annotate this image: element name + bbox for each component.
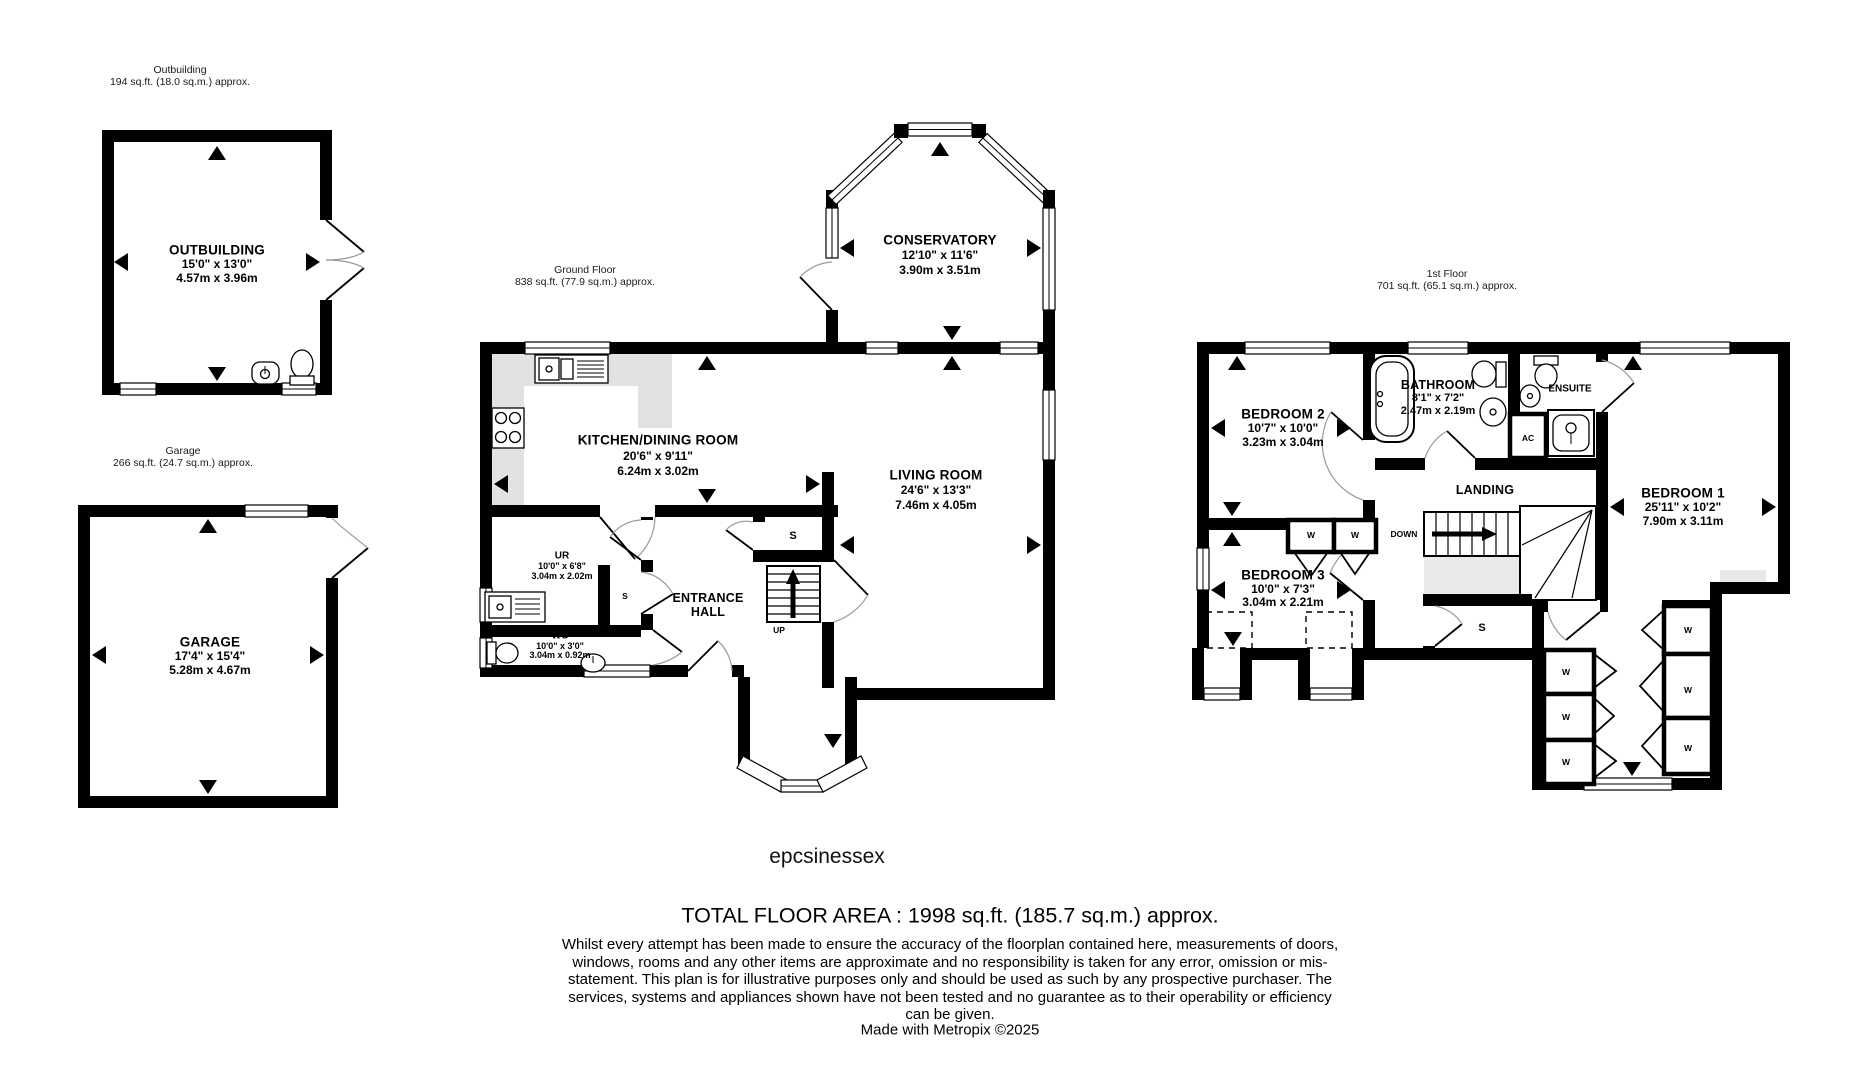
living-dims-imperial: 24'6" x 13'3"	[900, 483, 972, 497]
stove-icon	[492, 408, 524, 448]
ground-floor-header-area: 838 sq.ft. (77.9 sq.m.) approx.	[514, 276, 656, 288]
utility-dims-imperial: 10'0" x 6'8"	[538, 561, 586, 571]
cupboard-label: S	[622, 591, 628, 601]
first-floor-header-name: 1st Floor	[1426, 268, 1468, 280]
outbuilding-header-area: 194 sq.ft. (18.0 sq.m.) approx.	[109, 76, 251, 88]
ground-floor-plan	[480, 123, 1055, 792]
bathroom-room-label: BATHROOM	[1400, 378, 1476, 392]
bathroom-dims-metric: 2.47m x 2.19m	[1400, 405, 1476, 417]
stairs-up	[767, 566, 820, 622]
bedroom1-room-label: BEDROOM 1	[1641, 485, 1725, 501]
stairs-up-label: UP	[773, 625, 785, 635]
conservatory-dims-metric: 3.90m x 3.51m	[899, 263, 981, 277]
ensuite-sink-icon	[1520, 385, 1540, 407]
outbuilding-dims-imperial: 15'0" x 13'0"	[181, 257, 253, 271]
wardrobe-label: W	[1561, 667, 1571, 677]
first-floor-header-area: 701 sq.ft. (65.1 sq.m.) approx.	[1376, 280, 1518, 292]
wardrobe-label: W	[1683, 625, 1693, 635]
landing-label: LANDING	[1455, 483, 1515, 497]
outbuilding-header-name: Outbuilding	[153, 64, 207, 76]
wc-room-label: WC	[551, 630, 569, 642]
kitchen-dims-imperial: 20'6" x 9'11"	[623, 449, 693, 463]
bedroom3-dims-metric: 3.04m x 2.21m	[1242, 595, 1324, 609]
ground-floor-header-name: Ground Floor	[554, 264, 616, 276]
garage-door	[332, 518, 368, 578]
bedroom3-room-label: BEDROOM 3	[1241, 567, 1325, 583]
bathtub-icon	[1370, 356, 1414, 442]
cupboard-label: S	[1478, 622, 1486, 634]
airing-cupboard-label: AC	[1521, 433, 1535, 443]
garage-dims-imperial: 17'4" x 15'4"	[174, 649, 246, 663]
conservatory-dims-imperial: 12'10" x 11'6"	[901, 248, 979, 262]
bedroom1-dims-imperial: 25'11" x 10'2"	[1644, 500, 1722, 514]
toilet-icon	[290, 350, 314, 385]
wardrobe-label: W	[1561, 712, 1571, 722]
sink-icon	[252, 362, 279, 384]
bedroom1-dims-metric: 7.90m x 3.11m	[1642, 514, 1724, 528]
bathroom-toilet-icon	[1472, 361, 1506, 387]
disclaimer-text: Whilst every attempt has been made to ensure the accuracy of the floorplan contained here, measurements of doors, windows, rooms and any other items are approximate and no responsibility is taken for any error, omission or mis-statement. This plan is for illustrative purposes only and should be used as such by any prospective purchaser. The services, systems and appliances shown have not been tested and no guarantee as to their operability or efficiency can be given.	[561, 936, 1339, 1023]
outbuilding-room-label: OUTBUILDING	[169, 242, 265, 258]
bedroom2-dims-metric: 3.23m x 3.04m	[1242, 435, 1324, 449]
garage-header-name: Garage	[165, 445, 201, 457]
stairs-down	[1424, 506, 1596, 600]
bedroom2-room-label: BEDROOM 2	[1241, 406, 1325, 422]
wardrobe-label: W	[1561, 757, 1571, 767]
wardrobe-label: W	[1306, 530, 1316, 540]
living-room-label: LIVING ROOM	[889, 467, 983, 483]
utility-sink-icon	[485, 592, 545, 622]
kitchen-room-label: KITCHEN/DINING ROOM	[577, 432, 739, 448]
garage-header-area: 266 sq.ft. (24.7 sq.m.) approx.	[112, 457, 254, 469]
total-floor-area: TOTAL FLOOR AREA : 1998 sq.ft. (185.7 sq.m.) approx.	[681, 903, 1219, 928]
kitchen-dims-metric: 6.24m x 3.02m	[617, 464, 699, 478]
garage-dims-metric: 5.28m x 4.67m	[169, 663, 251, 677]
utility-dims-metric: 3.04m x 2.02m	[531, 571, 593, 581]
wardrobe-label: W	[1683, 743, 1693, 753]
wc-toilet-icon	[487, 642, 518, 664]
shower-icon	[1548, 410, 1594, 456]
wc-dims-imperial: 10'0" x 3'0"	[536, 641, 584, 651]
credit-text: Made with Metropix ©2025	[860, 1021, 1040, 1039]
bathroom-dims-imperial: 8'1" x 7'2"	[1411, 392, 1465, 404]
outbuilding-dims-metric: 4.57m x 3.96m	[176, 271, 258, 285]
bedroom3-dims-imperial: 10'0" x 7'3"	[1251, 582, 1315, 596]
wardrobe-label: W	[1350, 530, 1360, 540]
bathroom-sink-icon	[1480, 398, 1506, 426]
stairs-down-label: DOWN	[1390, 529, 1418, 539]
entrance-hall-label-1: ENTRANCE	[672, 591, 744, 605]
utility-room-label: UR	[554, 550, 570, 562]
cupboard-label: S	[789, 530, 797, 542]
kitchen-sink-icon	[535, 355, 608, 383]
garage-room-label: GARAGE	[179, 634, 241, 650]
conservatory-room-label: CONSERVATORY	[883, 232, 997, 248]
bedroom2-dims-imperial: 10'7" x 10'0"	[1247, 421, 1319, 435]
ensuite-room-label: ENSUITE	[1548, 383, 1592, 395]
entrance-hall-label-2: HALL	[690, 605, 726, 619]
wardrobe-label: W	[1683, 685, 1693, 695]
living-dims-metric: 7.46m x 4.05m	[895, 498, 977, 512]
garage-window	[245, 505, 308, 517]
brand-text: epcsinessex	[769, 845, 885, 868]
outbuilding-door	[326, 220, 364, 300]
wc-dims-metric: 3.04m x 0.92m	[529, 650, 591, 660]
